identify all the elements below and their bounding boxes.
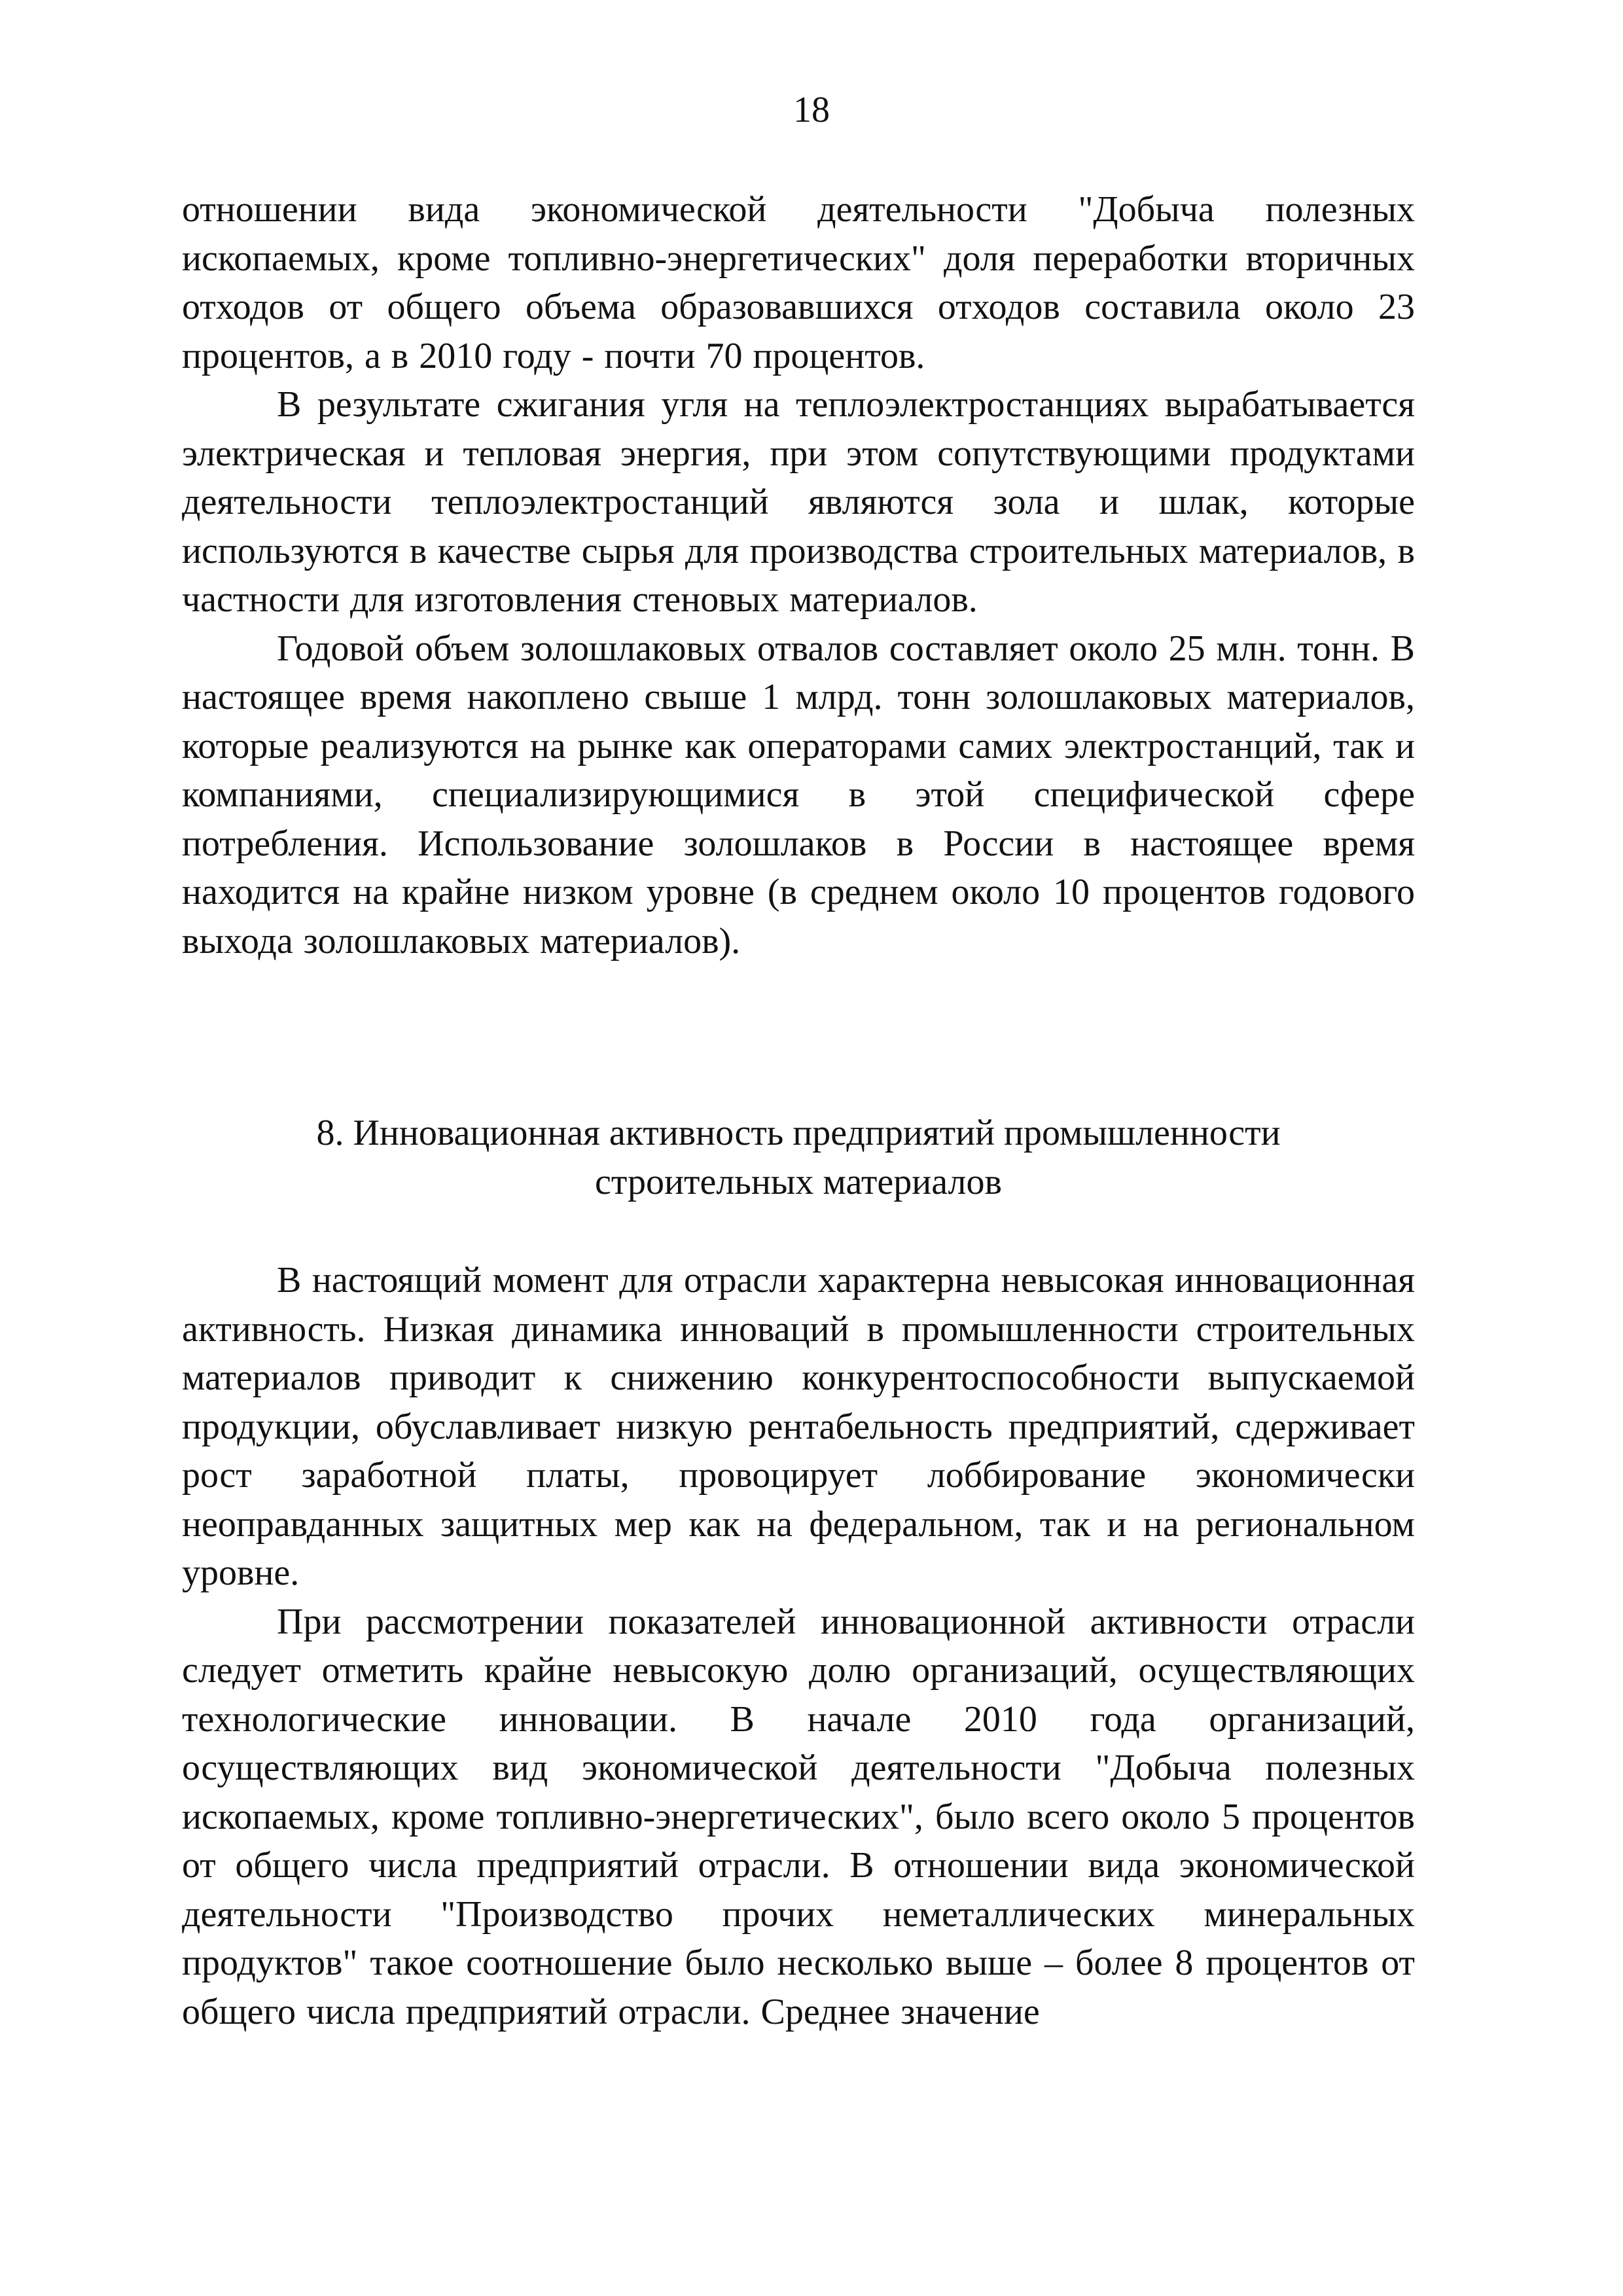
paragraph: Годовой объем золошлаковых отвалов составляет около 25 млн. тонн. В настоящее время накоплено свыше 1 млрд. тонн золошлаковых материалов, которые реализуются на рынке как операторами самих электростанций, так и компаниями, специализирующимися в этой специфической сфере потребления. Использование золошлаков в России в настоящее время находится на крайне низком уровне (в среднем около 10 процентов годового выхода золошлаковых материалов).: [182, 628, 1415, 961]
paragraph: В результате сжигания угля на теплоэлектростанциях вырабатывается электрическая и тепловая энергия, при этом сопутствующими продуктами деятельности теплоэлектростанций являются зола и шлак, которые используются в качестве сырья для производства строительных материалов, в частности для изготовления стеновых материалов.: [182, 384, 1415, 620]
paragraph: В настоящий момент для отрасли характерна невысокая инновационная активность. Низкая динамика инноваций в промышленности строительных материалов приводит к снижению конкурентоспособности выпускаемой продукции, обуславливает низкую рентабельность предприятий, сдерживает рост заработной платы, провоцирует лоббирование экономически неоправданных защитных мер как на федеральном, так и на региональном уровне.: [182, 1260, 1415, 1593]
body-text-bottom: [182, 1256, 1415, 2036]
paragraph: отношении вида экономической деятельности "Добыча полезных ископаемых, кроме топливно-энергетических" доля переработки вторичных отходов от общего объема образовавшихся отходов составила около 23 процентов, а в 2010 году - почти 70 процентов.: [182, 189, 1415, 376]
body-text-top: [182, 185, 1415, 965]
section-heading-line-2: строительных материалов: [595, 1161, 1002, 1202]
section-heading-line-1: 8. Инновационная активность предприятий промышленности: [316, 1113, 1281, 1153]
paragraph: При рассмотрении показателей инновационной активности отрасли следует отметить крайне невысокую долю организаций, осуществляющих технологические инновации. В начале 2010 года организаций, осуществляющих вид экономической деятельности "Добыча полезных ископаемых, кроме топливно-энергетических", было всего около 5 процентов от общего числа предприятий отрасли. В отношении вида экономической деятельности "Производство прочих неметаллических минеральных продуктов" такое соотношение было несколько выше – более 8 процентов от общего числа предприятий отрасли. Среднее значение: [182, 1601, 1415, 2032]
section-heading: [182, 1109, 1415, 1206]
page-number: 18: [793, 90, 830, 130]
